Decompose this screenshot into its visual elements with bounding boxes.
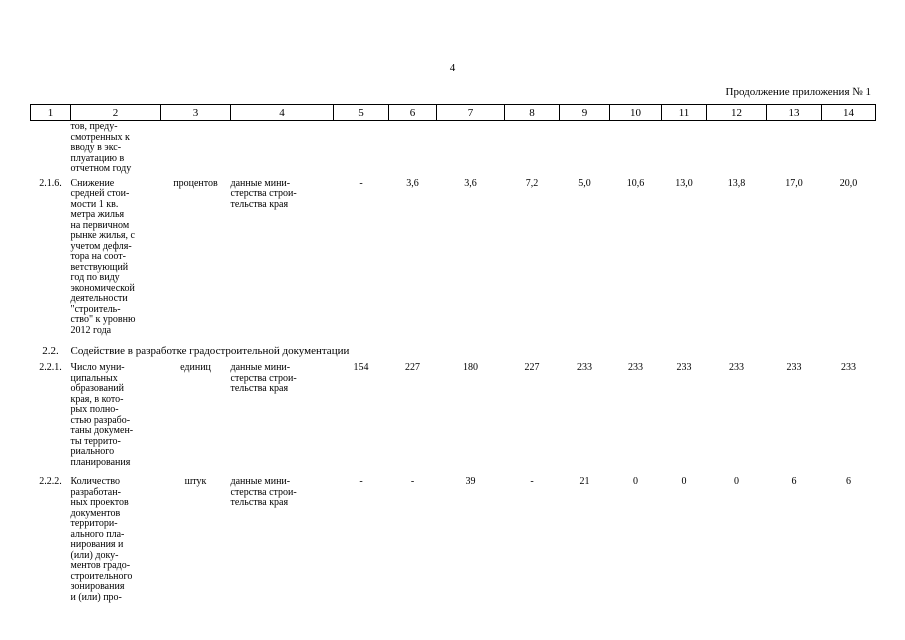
indicator-name: тов, преду- смотренных к вводу в экс- плуатацию в отчетном году [70,121,132,174]
value-cell: - [410,476,415,487]
value-cell: 3,6 [406,177,419,189]
value-cell: 7,2 [525,177,539,189]
page-number: 4 [449,62,456,74]
table-row [31,179,876,347]
value-cell: 20,0 [839,177,858,189]
value-cell: 233 [628,362,643,373]
value-cell: - [359,177,363,189]
indicator-name: Число муни- ципальных образований края, в кото- рых полно- стью разрабо- таны докумен- ты террито- риального планирования [70,362,134,468]
indicator-name: Снижение средней стои- мости 1 кв. метра жилья на первичном рынке жилья, с учетом дефля- тора на соот- ветствующий год по виду экономической деятельности "строитель- ство" к уровню 2012 года [70,177,136,336]
column-header: 10 [610,105,662,121]
value-cell: 6 [791,476,797,487]
value-cell: 233 [676,362,692,373]
value-cell: 13,0 [675,177,693,189]
value-cell: 227 [524,362,540,373]
column-header: 7 [437,105,505,121]
value-cell: 10,6 [626,177,645,189]
value-cell: - [359,476,363,487]
column-header: 11 [662,105,707,121]
section-title: Содействие в разработке градостроительной документации [70,345,350,357]
value-cell: 233 [841,362,856,373]
data-source: данные мини- стерства строи- тельства края [230,476,297,508]
row-number: 2.1.6. [39,177,62,189]
table-row-continued [31,121,876,179]
column-header: 6 [389,105,437,121]
column-header: 12 [707,105,767,121]
value-cell: 17,0 [785,177,803,189]
column-header: 5 [334,105,389,121]
column-header: 9 [560,105,610,121]
value-cell: 233 [577,362,592,373]
value-cell: 5,0 [578,177,591,189]
value-cell: 180 [463,362,478,373]
indicators-table [30,104,876,603]
unit-of-measure: штук [184,476,207,487]
value-cell: 6 [846,476,851,487]
row-number: 2.2.1. [39,362,62,373]
unit-of-measure: единиц [180,362,211,373]
value-cell: 227 [405,362,420,373]
value-cell: 0 [734,476,739,487]
column-header: 2 [71,105,161,121]
column-header: 4 [231,105,334,121]
indicator-name: Количество разработан- ных проектов документов территори- ального пла- нирования и (или) доку- ментов градо- строительного зонирования и (или) про- [70,476,133,603]
value-cell: 0 [681,476,687,487]
section-row [31,346,876,363]
value-cell: 233 [729,362,744,373]
column-header: 1 [31,105,71,121]
column-header: 14 [822,105,876,121]
value-cell: 0 [633,476,638,487]
section-number: 2.2. [42,345,59,357]
value-cell: 233 [786,362,802,373]
table-row [31,477,876,603]
column-number-header-row [31,105,876,121]
appendix-continuation-label: Продолжение приложения № 1 [725,86,871,98]
value-cell: 3,6 [464,177,477,189]
value-cell: 39 [465,476,476,487]
column-header: 13 [767,105,822,121]
value-cell: 154 [353,362,369,373]
data-source: данные мини- стерства строи- тельства края [230,177,297,210]
value-cell: 21 [579,476,590,487]
value-cell: - [530,476,534,487]
row-number: 2.2.2. [39,476,62,487]
unit-of-measure: процентов [173,177,218,189]
data-source: данные мини- стерства строи- тельства края [230,362,297,394]
value-cell: 13,8 [727,177,746,189]
table-row [31,363,876,477]
column-header: 8 [505,105,560,121]
column-header: 3 [161,105,231,121]
